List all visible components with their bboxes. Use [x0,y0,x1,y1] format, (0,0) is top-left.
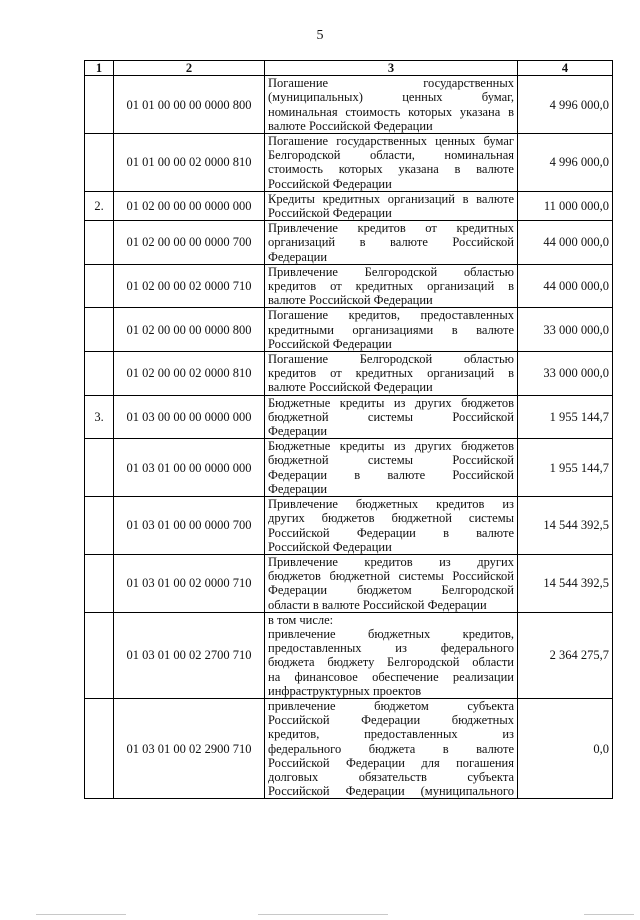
table-row [85,698,613,798]
table-row [85,76,613,134]
description-line: Российской Федерации для погашения [268,755,514,770]
description-line: долговых обязательств субъекта [268,769,514,784]
description-line: в том числе: [268,612,334,627]
description-line: валюте Российской Федерации [268,293,433,308]
table-row [85,612,613,698]
description-line: предоставленных из федерального [268,641,514,656]
budget-code: 01 02 00 00 00 0000 000 [114,191,265,220]
description-line: кредитов от кредитных организаций в [268,366,514,381]
description-line: номинальная стоимость которых указана в [268,104,514,119]
description-line: Погашение государственных ценных бумаг [268,134,514,149]
table-row [85,264,613,308]
table-row [85,134,613,192]
description-line: Погашение кредитов, предоставленных [268,308,514,323]
row-number [85,554,114,612]
row-number [85,264,114,308]
description-line: бюджета бюджету Белгородской области [268,655,514,670]
description-line: Привлечение бюджетных кредитов из [268,497,514,512]
description-line: на финансовое обеспечение реализации [268,669,514,684]
description-line: привлечение бюджетом субъекта [268,698,514,713]
description-line: Федерации [268,249,328,264]
description-line: Российской Федерации (муниципального [268,784,514,799]
item-description [265,134,518,192]
scan-artifact [584,914,634,915]
description-line: Федерации в валюте Российской [268,467,514,482]
amount-value: 33 000 000,0 [518,352,613,396]
row-number [85,698,114,798]
description-line: Российской Федерации [268,176,392,191]
amount-value: 4 996 000,0 [518,76,613,134]
description-line: Бюджетные кредиты из других бюджетов [268,439,514,454]
description-line: Российской Федерации [268,336,392,351]
row-number [85,497,114,555]
row-number [85,612,114,698]
table-row [85,221,613,265]
item-description [265,191,518,220]
description-line: кредитов, предоставленных из [268,727,514,742]
table-header-row [85,61,613,76]
amount-value: 1 955 144,7 [518,439,613,497]
item-description [265,76,518,134]
budget-code: 01 03 01 00 02 2900 710 [114,698,265,798]
item-description [265,352,518,396]
budget-code: 01 03 01 00 00 0000 700 [114,497,265,555]
amount-value: 11 000 000,0 [518,191,613,220]
item-description [265,439,518,497]
description-line: Российской Федерации [268,206,392,221]
scan-artifact [258,914,388,915]
description-line: организаций в валюте Российской [268,235,514,250]
table-row [85,308,613,352]
scan-artifact [36,914,126,915]
budget-code: 01 03 01 00 02 0000 710 [114,554,265,612]
amount-value: 14 544 392,5 [518,554,613,612]
description-line: Российской Федерации [268,539,392,554]
table-row [85,554,613,612]
amount-value: 33 000 000,0 [518,308,613,352]
description-line: Погашение государственных [268,76,514,91]
description-line: бюджетной системы Российской [268,409,514,424]
description-line: Привлечение Белгородской областью [268,264,514,279]
header-col-4: 4 [518,61,613,76]
amount-value: 44 000 000,0 [518,264,613,308]
budget-code: 01 02 00 00 02 0000 710 [114,264,265,308]
row-number [85,352,114,396]
budget-code: 01 03 01 00 00 0000 000 [114,439,265,497]
item-description [265,308,518,352]
description-line: кредитными организациями в валюте [268,322,514,337]
description-line: Кредиты кредитных организаций в валюте [268,191,514,206]
budget-code: 01 03 01 00 02 2700 710 [114,612,265,698]
table-body [85,76,613,799]
description-line: Федерации бюджетом Белгородской [268,583,514,598]
row-number: 2. [85,191,114,220]
page-number: 5 [316,28,324,43]
amount-value: 0,0 [518,698,613,798]
amount-value: 44 000 000,0 [518,221,613,265]
header-col-2: 2 [114,61,265,76]
description-line: (муниципальных) ценных бумаг, [268,90,514,105]
budget-code: 01 02 00 00 00 0000 800 [114,308,265,352]
item-description [265,264,518,308]
description-line: других бюджетов бюджетной системы [268,511,514,526]
table-row [85,439,613,497]
table-row [85,352,613,396]
description-line: бюджетной системы Российской [268,453,514,468]
description-line: Российской Федерации бюджетных [268,713,514,728]
description-line: федерального бюджета в валюте [268,741,514,756]
header-col-1: 1 [85,61,114,76]
description-line: Федерации [268,424,328,439]
description-line: Бюджетные кредиты из других бюджетов [268,395,514,410]
row-number [85,76,114,134]
item-description [265,698,518,798]
description-line: Российской Федерации в валюте [268,525,514,540]
item-description [265,395,518,439]
description-line: инфраструктурных проектов [268,683,422,698]
row-number [85,221,114,265]
amount-value: 4 996 000,0 [518,134,613,192]
row-number [85,439,114,497]
row-number [85,308,114,352]
table-row [85,395,613,439]
description-line: Белгородской области, номинальная [268,148,514,163]
item-description [265,612,518,698]
amount-value: 2 364 275,7 [518,612,613,698]
description-line: Привлечение кредитов из других [268,554,514,569]
description-line: Погашение Белгородской областью [268,352,514,367]
header-col-3: 3 [265,61,518,76]
table-row [85,191,613,220]
description-line: бюджетов бюджетной системы Российской [268,569,514,584]
row-number [85,134,114,192]
description-line: Привлечение кредитов от кредитных [268,221,514,236]
description-line: валюте Российской Федерации [268,118,433,133]
row-number: 3. [85,395,114,439]
budget-code: 01 01 00 00 00 0000 800 [114,76,265,134]
budget-table [84,60,613,799]
item-description [265,221,518,265]
amount-value: 1 955 144,7 [518,395,613,439]
budget-code: 01 03 00 00 00 0000 000 [114,395,265,439]
table-row [85,497,613,555]
budget-code: 01 01 00 00 02 0000 810 [114,134,265,192]
description-line: области в валюте Российской Федерации [268,597,487,612]
amount-value: 14 544 392,5 [518,497,613,555]
item-description [265,497,518,555]
description-line: валюте Российской Федерации [268,380,433,395]
budget-code: 01 02 00 00 02 0000 810 [114,352,265,396]
description-line: стоимость которых указана в валюте [268,162,514,177]
description-line: Федерации [268,481,328,496]
budget-code: 01 02 00 00 00 0000 700 [114,221,265,265]
item-description [265,554,518,612]
description-line: кредитов от кредитных организаций в [268,279,514,294]
description-line: привлечение бюджетных кредитов, [268,626,514,641]
